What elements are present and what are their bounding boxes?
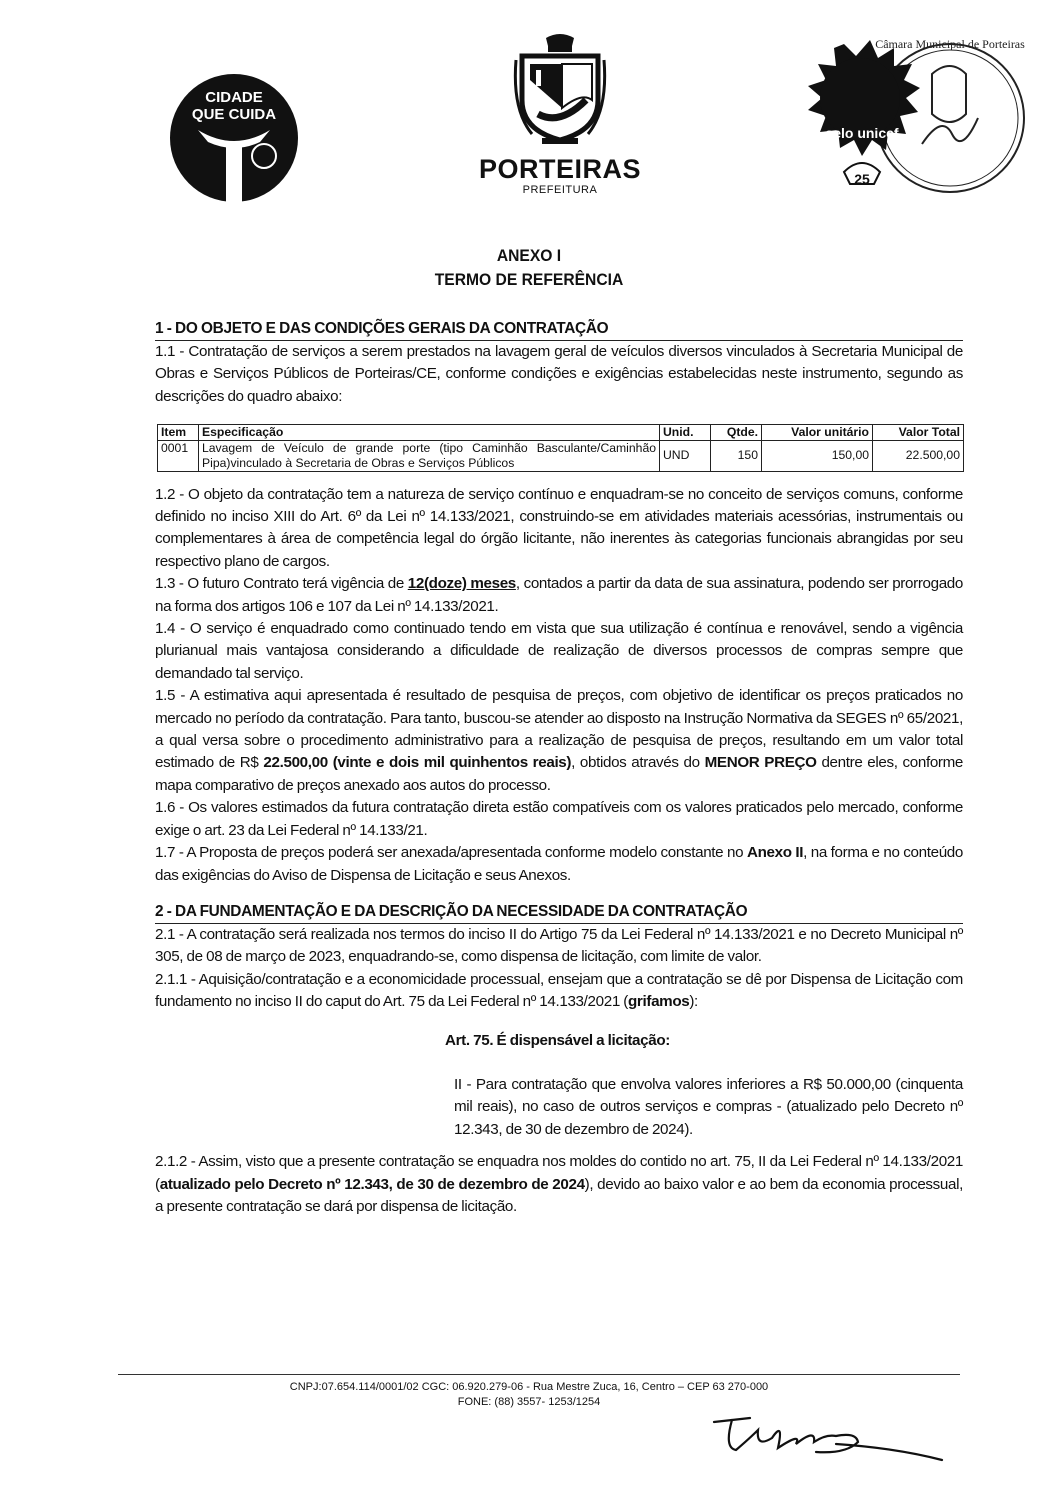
- brand-name: PORTEIRAS: [478, 154, 642, 184]
- paragraph-1-4: 1.4 - O serviço é enquadrado como continuado tendo em vista que sua utilização é contínua e renovável, sendo a vigência plurianual mais vantajosa considerando a dificuldade de realização de diversos processos de compras sempre que demandado tal serviço.: [155, 620, 963, 682]
- camara-stamp-seal: [782, 34, 1032, 194]
- items-table-header: [158, 425, 964, 441]
- paragraph-1-3: [155, 573, 963, 618]
- paragraph-1-7-text: 1.7 - A Proposta de preços poderá ser anexada/apresentada conforme modelo constante no: [155, 844, 747, 862]
- col-item: Item: [158, 425, 199, 441]
- quote-text: II - Para contratação que envolva valores inferiores a R$ 50.000,00 (cinquenta mil reais), no caso de outros serviços e compras - (atualizado pelo Decreto nº 12.343, de 30 de dezembro de 2024).: [454, 1075, 963, 1138]
- footer-divider: [118, 1374, 960, 1375]
- svg-text:25: 25: [854, 171, 870, 187]
- handwritten-signature: [706, 1408, 946, 1468]
- col-unid: Unid.: [660, 425, 711, 441]
- paragraph-1-3-text: 1.3 - O futuro Contrato terá vigência de: [155, 575, 408, 593]
- footer-phone: FONE: (88) 3557- 1253/1254: [457, 1396, 601, 1408]
- cell-valor-unitario: 150,00: [762, 441, 873, 472]
- svg-text:selo unicef: selo unicef: [825, 125, 899, 141]
- paragraph-1-5-criterion: MENOR PREÇO: [704, 754, 817, 772]
- svg-text:CIDADE: CIDADE: [205, 89, 263, 106]
- section-1-heading: 1 - DO OBJETO E DAS CONDIÇÕES GERAIS DA CONTRATAÇÃO: [155, 318, 963, 341]
- col-especificacao: Especificação: [199, 425, 660, 441]
- paragraph-1-7-text-end: , na forma e no conteúdo das exigências do Aviso de Dispensa de Licitação e seus Anexos.: [155, 844, 963, 884]
- document-title-terms: TERMO DE REFERÊNCIA: [434, 270, 624, 289]
- items-table: [157, 424, 964, 471]
- document-body: [155, 318, 963, 1218]
- paragraph-1-3-term: 12(doze) meses: [407, 575, 516, 593]
- paragraph-2-1-1-text: 2.1.1 - Aquisição/contratação e a economicidade processual, ensejam que a contratação se dê por Dispensa de Licitação com fundamento no inciso II do caput do Art. 75 da Lei Federal nº 14.133/2021 (: [155, 970, 963, 1011]
- brand-subtitle: PREFEITURA: [522, 184, 598, 196]
- cidade-que-cuida-logo: [168, 72, 300, 204]
- paragraph-1-1: 1.1 - Contratação de serviços a serem prestados na lavagem geral de veículos diversos vinculados à Secretaria Municipal de Obras e Serviços Públicos de Porteiras/CE, conforme condições e exigências estabelecidas neste instrumento, segundo as descrições do quadro abaixo:: [155, 343, 963, 405]
- paragraph-2-1-2-text: 2.1.2 - Assim, visto que a presente contratação se enquadra nos moldes do contido no art. 75, II da Lei Federal nº 14.133/2021 (: [155, 1153, 963, 1193]
- col-valor-unitario: Valor unitário: [762, 425, 873, 441]
- paragraph-1-5-value: 22.500,00 (vinte e dois mil quinhentos reais): [263, 754, 572, 772]
- paragraph-2-1: 2.1 - A contratação será realizada nos termos do inciso II do Artigo 75 da Lei Federal nº 14.133/2021 e no Decreto Municipal nº 305, de 08 de março de 2023, enquadrando-se, como dispensa de licitação, com limite de valor.: [155, 925, 963, 966]
- paragraph-1-3-text-end: , contados a partir da data de sua assinatura, podendo ser prorrogado na forma dos artigos 106 e 107 da Lei nº 14.133/2021.: [155, 575, 964, 615]
- brand-block: [470, 155, 650, 197]
- paragraph-2-1-1-text-end: ):: [689, 993, 698, 1011]
- paragraph-1-7: [155, 842, 963, 887]
- footer-address: CNPJ:07.654.114/0001/02 CGC: 06.920.279-06 - Rua Mestre Zuca, 16, Centro – CEP 63 270-000: [289, 1381, 769, 1393]
- cell-valor-total: 22.500,00: [873, 441, 964, 472]
- spacer: [155, 887, 963, 901]
- paragraph-1-5-text: 1.5 - A estimativa aqui apresentada é resultado de pesquisa de preços, com objetivo de identificar os preços praticados no mercado no período da contratação. Para tanto, buscou-se atender ao disposto na Instrução Normativa da SEGES nº 65/2021, a qual versa sobre o procedimento administrativo para a realização de pesquisa de preços, resultando em um valor total estimado de R$: [155, 687, 963, 772]
- paragraph-2-1-1: [155, 969, 963, 1014]
- quote-heading: Art. 75. É dispensável a licitação:: [445, 1031, 670, 1049]
- cell-especificacao: Lavagem de Veículo de grande porte (tipo Caminhão Basculante/Caminhão Pipa)vinculado à Secretaria de Obras e Serviços Públicos: [199, 441, 660, 472]
- cell-item: 0001: [158, 441, 199, 472]
- paragraph-1-5-text-end: dentre eles, conforme mapa comparativo de preços anexado aos autos do processo.: [155, 754, 964, 794]
- col-qtde: Qtde.: [711, 425, 762, 441]
- document-title-annex: ANEXO I: [496, 246, 562, 265]
- svg-text:QUE CUIDA: QUE CUIDA: [191, 106, 277, 123]
- col-valor-total: Valor Total: [873, 425, 964, 441]
- paragraph-2-1-1-emphasis: grifamos: [628, 993, 690, 1011]
- paragraph-1-6: 1.6 - Os valores estimados da futura contratação direta estão compatíveis com os valores praticados pelo mercado, conforme exige o art. 23 da Lei Federal nº 14.133/21.: [155, 799, 963, 839]
- paragraph-2-1-2-text-end: ), devido ao baixo valor e ao bem da economia processual, a presente contratação se dará por dispensa de licitação.: [155, 1175, 963, 1215]
- cell-qtde: 150: [711, 441, 762, 472]
- paragraph-1-2: 1.2 - O objeto da contratação tem a natureza de serviço contínuo e enquadram-se no conceito de serviços comuns, conforme definido no inciso XIII do Art. 6º da Lei nº 14.133/2021, construindo-se em atividades materiais acessórias, instrumentais ou complementares à área de competência legal do órgão licitante, não inerentes às categorias funcionais abrangidas por seu respectivo plano de cargos.: [155, 485, 963, 570]
- paragraph-1-7-annex: Anexo II: [746, 844, 804, 862]
- paragraph-1-5: [155, 685, 963, 797]
- paragraph-2-1-2-emphasis: atualizado pelo Decreto nº 12.343, de 30 de dezembro de 2024: [159, 1175, 585, 1193]
- svg-text:Câmara Municipal de Porteiras: Câmara Municipal de Porteiras: [875, 37, 1025, 51]
- section-2-heading: 2 - DA FUNDAMENTAÇÃO E DA DESCRIÇÃO DA NECESSIDADE DA CONTRATAÇÃO: [155, 901, 963, 924]
- porteiras-coat-of-arms: [512, 30, 608, 148]
- cell-unid: UND: [660, 441, 711, 472]
- table-row: [158, 441, 964, 472]
- paragraph-1-5-text-mid: , obtidos através do: [571, 754, 705, 772]
- paragraph-2-1-2: [155, 1151, 963, 1218]
